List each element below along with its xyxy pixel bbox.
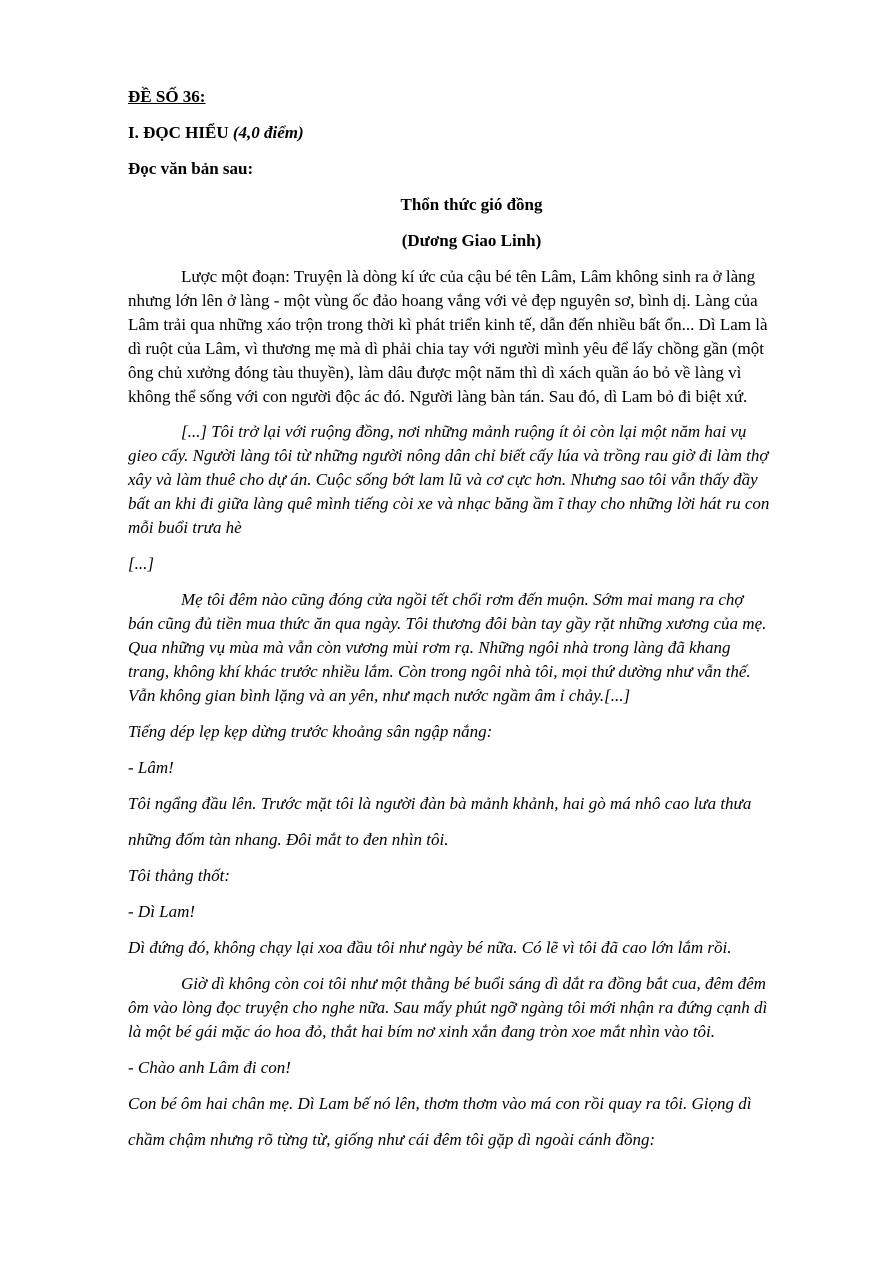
story-line: Dì đứng đó, không chạy lại xoa đầu tôi như ngày bé nữa. Có lẽ vì tôi đã cao lớn lắm rồi. — [128, 938, 732, 957]
story-line: xây và làm thuê cho dự án. Cuộc sống bớt lam lũ và cơ cực hơn. Nhưng sao tôi vẫn thấy đầy — [128, 470, 758, 489]
summary-line: không thể sống với con người độc ác đó. Người làng bàn tán. Sau đó, dì Lam bỏ đi biệt xứ. — [128, 387, 748, 406]
story-line: Giờ dì không còn coi tôi như một thằng bé buổi sáng dì dắt ra đồng bắt cua, đêm đêm — [181, 974, 766, 993]
summary-line: dì ruột của Lâm, vì thương mẹ mà dì phải chia tay với người mình yêu để lấy chồng gần (một — [128, 339, 765, 358]
story-line: trang, không khí khác trước nhiều lắm. Còn trong ngôi nhà tôi, mọi thứ dường như vẫn thế. — [128, 662, 751, 681]
story-line: Vẫn không gian bình lặng và an yên, như mạch nước ngầm âm ỉ chảy.[...] — [128, 686, 631, 705]
dialogue-line: - Chào anh Lâm đi con! — [128, 1058, 291, 1077]
story-line: là một bé gái mặc áo hoa đỏ, thắt hai bím nơ xinh xắn đang tròn xoe mắt nhìn vào tôi. — [128, 1022, 716, 1041]
summary-line: nhưng lớn lên ở làng - một vùng ốc đảo hoang vắng với vẻ đẹp nguyên sơ, bình dị. Làng của — [128, 291, 758, 310]
summary-line: Lâm trải qua những xáo trộn trong thời kì phát triển kinh tế, dẫn đến nhiều bất ổn... Dì Lam là — [128, 315, 768, 334]
dialogue-line: - Dì Lam! — [128, 902, 196, 921]
story-author: (Dương Giao Linh) — [401, 231, 542, 250]
story-line: Mẹ tôi đêm nào cũng đóng cửa ngồi tết chổi rơm đến muộn. Sớm mai mang ra chợ — [181, 590, 744, 609]
story-line: mỗi buổi trưa hè — [128, 518, 242, 537]
section-heading — [128, 122, 304, 144]
ellipsis-line: [...] — [128, 554, 154, 573]
dialogue-line: - Lâm! — [128, 758, 174, 777]
story-line: gieo cấy. Người làng tôi từ những người nông dân chỉ biết cấy lúa và trồng rau giờ đi làm thợ — [128, 446, 769, 465]
story-line: Tôi thảng thốt: — [128, 866, 231, 885]
story-line: Qua những vụ mùa mà vẫn còn vương mùi rơm rạ. Những ngôi nhà trong làng đã khang — [128, 638, 731, 657]
story-title: Thổn thức gió đồng — [400, 195, 543, 214]
section-title: I. ĐỌC HIỂU — [128, 123, 229, 142]
story-line: Con bé ôm hai chân mẹ. Dì Lam bế nó lên, thơm thơm vào má con rồi quay ra tôi. Giọng dì — [128, 1094, 752, 1113]
reading-instruction: Đọc văn bản sau: — [128, 159, 254, 178]
story-line: Tiếng dép lẹp kẹp dừng trước khoảng sân ngập nắng: — [128, 722, 493, 741]
story-line: bất an khi đi giữa làng quê mình tiếng còi xe và nhạc băng ầm ĩ thay cho những lời hát ru con — [128, 494, 770, 513]
story-line: ôm vào lòng đọc truyện cho nghe nữa. Sau mấy phút ngỡ ngàng tôi mới nhận ra đứng cạnh dì — [128, 998, 768, 1017]
story-line: [...] Tôi trở lại với ruộng đồng, nơi những mảnh ruộng ít ỏi còn lại một năm hai vụ — [181, 422, 747, 441]
summary-line: ông chủ xưởng đóng tàu thuyền), làm dâu được một năm thì dì xách quần áo bỏ về làng vì — [128, 363, 742, 382]
story-line: chầm chậm nhưng rõ từng từ, giống như cái đêm tôi gặp dì ngoài cánh đồng: — [128, 1130, 656, 1149]
story-line: Tôi ngẩng đầu lên. Trước mặt tôi là người đàn bà mảnh khảnh, hai gò má nhô cao lưa thưa — [128, 794, 752, 813]
story-line: bán cũng đủ tiền mua thức ăn qua ngày. Tôi thương đôi bàn tay gầy rặt những xương của mẹ. — [128, 614, 767, 633]
summary-line: Lược một đoạn: Truyện là dòng kí ức của cậu bé tên Lâm, Lâm không sinh ra ở làng — [181, 267, 756, 286]
section-points: (4,0 điểm) — [232, 123, 304, 142]
story-line: những đốm tàn nhang. Đôi mắt to đen nhìn tôi. — [128, 830, 449, 849]
exam-number: ĐỀ SỐ 36: — [128, 87, 206, 106]
